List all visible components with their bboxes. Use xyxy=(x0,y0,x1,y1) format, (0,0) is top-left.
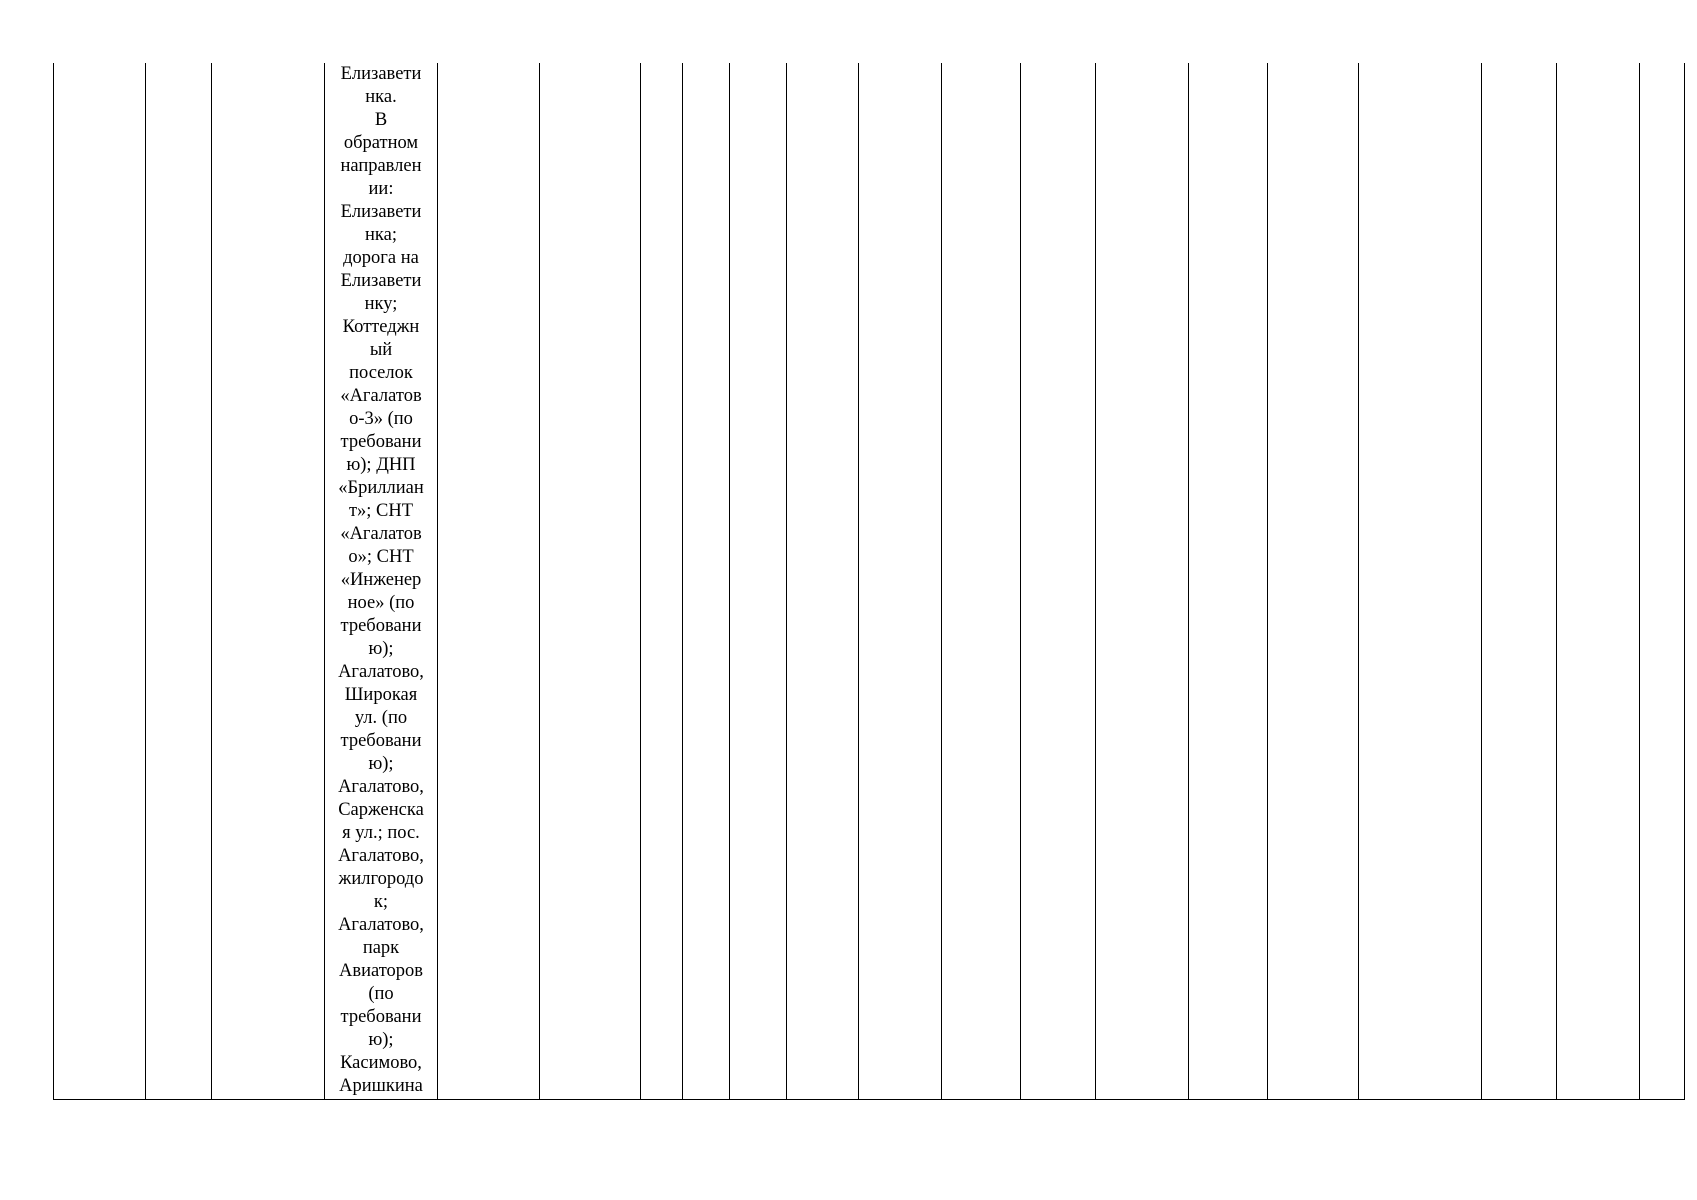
route-stops-cell xyxy=(325,63,438,1100)
table-cell-11 xyxy=(859,63,942,1100)
table-cell-6 xyxy=(540,63,641,1100)
route-text-line: Касимово, xyxy=(340,1053,422,1073)
route-text-line: ю); ДНП xyxy=(346,455,416,475)
route-text-line: Аришкина xyxy=(339,1076,423,1096)
route-text-line: поселок xyxy=(349,363,413,383)
route-text-line: ый xyxy=(369,340,393,360)
route-text-line: обратном xyxy=(343,133,419,153)
table-cell-16 xyxy=(1268,63,1359,1100)
table-cell-12 xyxy=(942,63,1021,1100)
table-cell-10 xyxy=(787,63,859,1100)
route-text-line: требовани xyxy=(340,432,422,452)
route-text-line: т»; СНТ xyxy=(348,501,414,521)
route-text-line: Елизавети xyxy=(340,271,422,291)
table-cell-18 xyxy=(1482,63,1557,1100)
route-text-line: парк xyxy=(362,938,400,958)
table-cell-9 xyxy=(730,63,787,1100)
route-text-line: требовани xyxy=(340,731,422,751)
route-text-line: Широкая xyxy=(344,685,418,705)
route-text-line: требовани xyxy=(340,1007,422,1027)
route-text-line: «Агалатов xyxy=(340,386,422,406)
route-text-line: я ул.; пос. xyxy=(342,823,420,843)
route-text-line: Елизавети xyxy=(340,64,422,84)
route-text-line: ю); xyxy=(368,639,394,659)
route-text-line: ул. (по xyxy=(354,708,408,728)
table-cell-1 xyxy=(54,63,146,1100)
route-text-line: Агалатово, xyxy=(338,846,424,866)
table-cell-13 xyxy=(1021,63,1096,1100)
route-text-line: нка; xyxy=(365,225,397,245)
route-text-line: нку; xyxy=(364,294,398,314)
route-text-line: жилгородо xyxy=(338,869,424,889)
route-text-line: «Агалатов xyxy=(340,524,422,544)
table-cell-8 xyxy=(683,63,730,1100)
route-table xyxy=(53,63,1685,1100)
route-text-line: ное» (по xyxy=(347,593,415,613)
route-text-line: о»; СНТ xyxy=(348,547,414,567)
table-row xyxy=(54,63,1685,1100)
route-text-line: Коттеджн xyxy=(342,317,420,337)
route-text-line: «Инженер xyxy=(340,570,422,590)
route-text-line: Сарженска xyxy=(338,800,424,820)
table-cell-14 xyxy=(1096,63,1189,1100)
route-text-line: Агалатово, xyxy=(338,662,424,682)
route-text-line: нка. xyxy=(365,87,397,107)
route-text-line: требовани xyxy=(340,616,422,636)
route-text-line: Агалатово, xyxy=(338,777,424,797)
table-cell-2 xyxy=(146,63,212,1100)
table-cell-5 xyxy=(438,63,540,1100)
route-text-line: о-3» (по xyxy=(349,409,413,429)
table-cell-7 xyxy=(641,63,683,1100)
route-text-line: Агалатово, xyxy=(338,915,424,935)
route-text-line: Авиаторов xyxy=(338,961,424,981)
route-text-line: к; xyxy=(373,892,389,912)
route-text-line: (по xyxy=(368,984,394,1004)
table-cell-19 xyxy=(1557,63,1640,1100)
route-text-line: дорога на xyxy=(343,248,419,268)
route-text-line: направлен xyxy=(340,156,422,176)
table-cell-15 xyxy=(1189,63,1268,1100)
route-text-line: ю); xyxy=(368,754,394,774)
table-cell-3 xyxy=(212,63,325,1100)
route-text-line: В xyxy=(374,110,388,130)
route-text-line: ю); xyxy=(368,1030,394,1050)
route-text-line: ии: xyxy=(368,179,394,199)
table-cell-20 xyxy=(1640,63,1685,1100)
route-text-line: Елизавети xyxy=(340,202,422,222)
table-cell-17 xyxy=(1359,63,1482,1100)
route-text-line: «Бриллиан xyxy=(338,478,424,498)
